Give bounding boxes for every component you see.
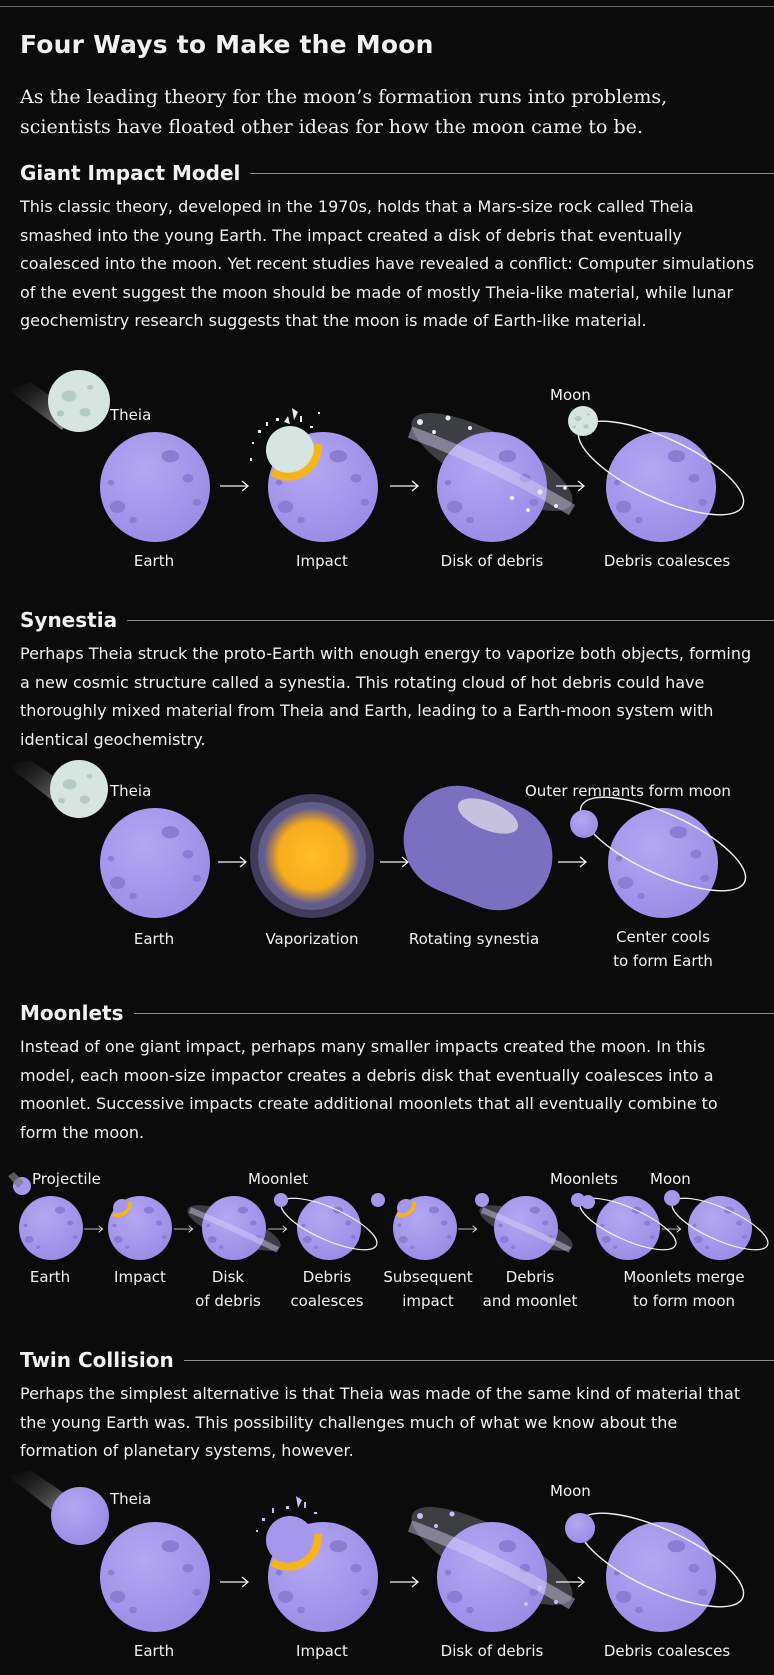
- step-label: Debris coalesces: [603, 1642, 731, 1660]
- disk-of-debris-icon: [399, 395, 584, 542]
- debris-and-moonlet-icon: [474, 1193, 577, 1260]
- earth-icon: [19, 1196, 83, 1260]
- impact-icon: [256, 1496, 378, 1632]
- step-label: Earth: [133, 1642, 175, 1660]
- label-outer-remnants: Outer remnants form moon: [525, 782, 731, 800]
- section-body: Perhaps the simplest alternative is that Theia was made of the same kind of material that the young Earth was. This possibility challenges much of what we know about the formation of planetary systems, however.: [20, 1384, 741, 1460]
- step-label: of debris: [195, 1292, 261, 1310]
- step-label: impact: [402, 1292, 454, 1310]
- step-label: Debris coalesces: [603, 552, 731, 570]
- impact-icon: [108, 1196, 172, 1260]
- arrow-icon: [390, 1577, 418, 1587]
- page-dek: As the leading theory for the moon’s formation runs into problems, scientists have floated other ideas for how the moon came to be.: [20, 86, 668, 138]
- heading-rule: [184, 1360, 774, 1361]
- section-moonlets-header: [20, 1000, 774, 1026]
- step-label: Debris: [505, 1268, 555, 1286]
- heading-rule: [250, 173, 774, 174]
- section-twin-collision-header: [20, 1347, 774, 1373]
- disk-of-debris-icon: [182, 1196, 285, 1260]
- step-label: Earth: [133, 552, 175, 570]
- moonlets-diagram: [0, 1162, 774, 1317]
- step-label: Moonlets merge: [623, 1268, 745, 1286]
- arrow-icon: [380, 857, 408, 867]
- section-heading: Giant Impact Model: [20, 161, 241, 185]
- step-label: to form Earth: [613, 952, 713, 970]
- arrow-icon: [458, 1226, 477, 1233]
- section-giant-impact-header: [20, 160, 774, 186]
- disk-of-debris-icon: [399, 1489, 584, 1632]
- step-label: Disk of debris: [440, 552, 544, 570]
- label-theia: Theia: [110, 1490, 152, 1508]
- step-label: Impact: [114, 1268, 166, 1286]
- step-label: Earth: [133, 930, 175, 948]
- subsequent-impact-icon: [371, 1193, 457, 1260]
- section-heading: Synestia: [20, 608, 118, 632]
- arrow-icon: [390, 481, 418, 491]
- section-body: This classic theory, developed in the 1970s, holds that a Mars-size rock called Theia smashed into the young Earth. The impact created a disk of debris that eventually coalesced into the moon. Yet recent studies have revealed a conflict: Computer simulations of the event suggest the moon should be made of mostly Theia-like material, while lunar geochemistry research suggests that the moon is made of Earth-like material.: [20, 197, 755, 330]
- earth-icon: [100, 808, 210, 918]
- debris-coalesces-icon: [274, 1188, 383, 1260]
- theia-icon: [51, 1487, 109, 1545]
- arrow-icon: [268, 1226, 287, 1233]
- arrow-icon: [218, 857, 246, 867]
- step-label: and moonlet: [482, 1292, 578, 1310]
- arrow-icon: [174, 1226, 193, 1233]
- page-title: Four Ways to Make the Moon: [20, 30, 434, 59]
- label-moon: Moon: [650, 1170, 691, 1188]
- step-label: Subsequent: [383, 1268, 473, 1286]
- heading-rule: [127, 620, 774, 621]
- label-theia: Theia: [110, 782, 152, 800]
- vaporization-icon: [250, 794, 374, 918]
- top-rule: [0, 6, 774, 7]
- arrow-icon: [220, 1577, 248, 1587]
- arrow-icon: [558, 857, 586, 867]
- step-label: Impact: [296, 552, 348, 570]
- step-label: Disk: [211, 1268, 245, 1286]
- label-moon: Moon: [550, 386, 591, 404]
- label-moon: Moon: [550, 1482, 591, 1500]
- theia-icon: [48, 370, 110, 432]
- theia-icon: [50, 760, 108, 818]
- synestia-diagram: [0, 760, 774, 975]
- label-projectile: Projectile: [32, 1170, 101, 1188]
- step-label: Rotating synestia: [408, 930, 540, 948]
- section-synestia-header: [20, 607, 774, 633]
- section-heading: Twin Collision: [20, 1348, 174, 1372]
- step-label: Center cools: [616, 928, 710, 946]
- impact-icon: [250, 408, 378, 542]
- section-heading: Moonlets: [20, 1001, 124, 1025]
- section-body: Instead of one giant impact, perhaps many smaller impacts created the moon. In this model, each moon-size impactor creates a debris disk that eventually coalesces into a moonlet. Successive impacts create additional moonlets that all eventually combine to form the moon.: [20, 1037, 718, 1142]
- giant-impact-diagram: [0, 370, 774, 580]
- arrow-icon: [220, 481, 248, 491]
- section-body: Perhaps Theia struck the proto-Earth with enough energy to vaporize both objects, forming a new cosmic structure called a synestia. This rotating cloud of hot debris could have thoroughly mixed material from Theia and Earth, leading to a Earth-moon system with identical geochemistry.: [20, 644, 752, 749]
- step-label: Debris: [302, 1268, 352, 1286]
- earth-icon: [100, 1522, 210, 1632]
- twin-collision-diagram: [0, 1470, 774, 1675]
- step-label: to form moon: [632, 1292, 736, 1310]
- debris-coalesces-icon: [567, 403, 755, 542]
- label-moonlets: Moonlets: [550, 1170, 618, 1188]
- step-label: coalesces: [290, 1292, 364, 1310]
- heading-rule: [134, 1013, 774, 1014]
- moon-merged-icon: [664, 1188, 774, 1260]
- earth-icon: [100, 432, 210, 542]
- label-moonlet: Moonlet: [248, 1170, 309, 1188]
- step-label: Vaporization: [265, 930, 359, 948]
- step-label: Impact: [296, 1642, 348, 1660]
- step-label: Disk of debris: [440, 1642, 544, 1660]
- step-label: Earth: [29, 1268, 71, 1286]
- arrow-icon: [84, 1226, 103, 1233]
- debris-coalesces-icon: [565, 1495, 755, 1632]
- label-theia: Theia: [110, 406, 152, 424]
